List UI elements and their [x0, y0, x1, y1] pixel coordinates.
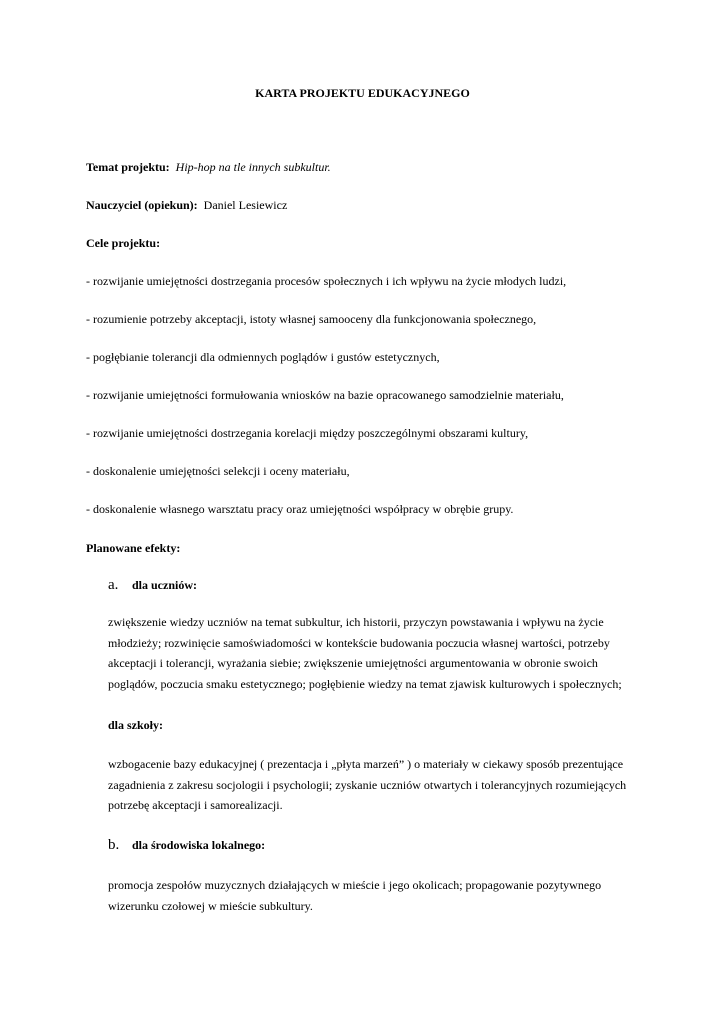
- topic-value: Hip-hop na tle innych subkultur.: [175, 160, 331, 174]
- goal-item: - rozwijanie umiejętności dostrzegania korelacji między poszczególnymi obszarami kultury,: [86, 426, 529, 440]
- paragraph-line: akceptacji i tolerancji, wyrażania siebie; zwiększenie umiejętności argumentowania w obronie swoich: [108, 656, 598, 670]
- students-heading: dla uczniów:: [132, 578, 198, 592]
- local-paragraph: [108, 875, 648, 916]
- topic-row: [86, 160, 331, 175]
- document-title: KARTA PROJEKTU EDUKACYJNEGO: [255, 86, 470, 100]
- effects-heading: Planowane efekty:: [86, 541, 181, 555]
- paragraph-line: wzbogacenie bazy edukacyjnej ( prezentacja i „płyta marzeń” ) o materiały w ciekawy sposób prezentujące: [108, 757, 624, 771]
- teacher-value: Daniel Lesiewicz: [203, 198, 288, 212]
- students-paragraph: [108, 612, 648, 694]
- teacher-row: [86, 198, 287, 213]
- goal-item: - doskonalenie umiejętności selekcji i oceny materiału,: [86, 464, 350, 478]
- goal-item: - rozwijanie umiejętności formułowania wniosków na bazie opracowanego samodzielnie materiału,: [86, 388, 564, 402]
- paragraph-line: poglądów, poczucia smaku estetycznego; pogłębienie wiedzy na temat zjawisk kulturowych i społecznych;: [108, 676, 622, 691]
- school-paragraph: [108, 754, 648, 816]
- paragraph-line: potrzebę akceptacji i samorealizacji.: [108, 798, 283, 812]
- students-heading-row: [108, 578, 197, 593]
- goal-item: - rozumienie potrzeby akceptacji, istoty własnej samooceny dla funkcjonowania społecznego,: [86, 312, 537, 326]
- topic-label: Temat projektu:: [86, 160, 170, 174]
- goal-item: - pogłębianie tolerancji dla odmiennych poglądów i gustów estetycznych,: [86, 350, 440, 364]
- goals-heading: Cele projektu:: [86, 236, 161, 250]
- paragraph-line: zwiększenie wiedzy uczniów na temat subkultur, ich historii, przyczyn powstawania i wpływu na życie: [108, 615, 604, 629]
- paragraph-line: wizerunku czołowej w mieście subkultury.: [108, 898, 313, 913]
- paragraph-line: zagadnienia z zakresu socjologii i psychologii; zyskanie uczniów otwartych i tolerancyjnych rozumiejących: [108, 777, 627, 792]
- school-heading: dla szkoły:: [108, 718, 164, 732]
- local-heading-row: [108, 838, 265, 853]
- teacher-label: Nauczyciel (opiekun):: [86, 198, 198, 212]
- paragraph-line: młodzieży; rozwinięcie samoświadomości w kontekście budowania poczucia własnej wartości, potrzeby: [108, 635, 610, 650]
- goal-item: - doskonalenie własnego warsztatu pracy oraz umiejętności współpracy w obrębie grupy.: [86, 502, 514, 516]
- list-letter-a: a.: [108, 577, 119, 593]
- list-letter-b: b.: [108, 837, 120, 853]
- paragraph-line: promocja zespołów muzycznych działających w mieście i jego okolicach; propagowanie pozytywnego: [108, 878, 602, 892]
- local-heading: dla środowiska lokalnego:: [132, 838, 266, 852]
- goal-item: - rozwijanie umiejętności dostrzegania procesów społecznych i ich wpływu na życie młodych ludzi,: [86, 274, 567, 288]
